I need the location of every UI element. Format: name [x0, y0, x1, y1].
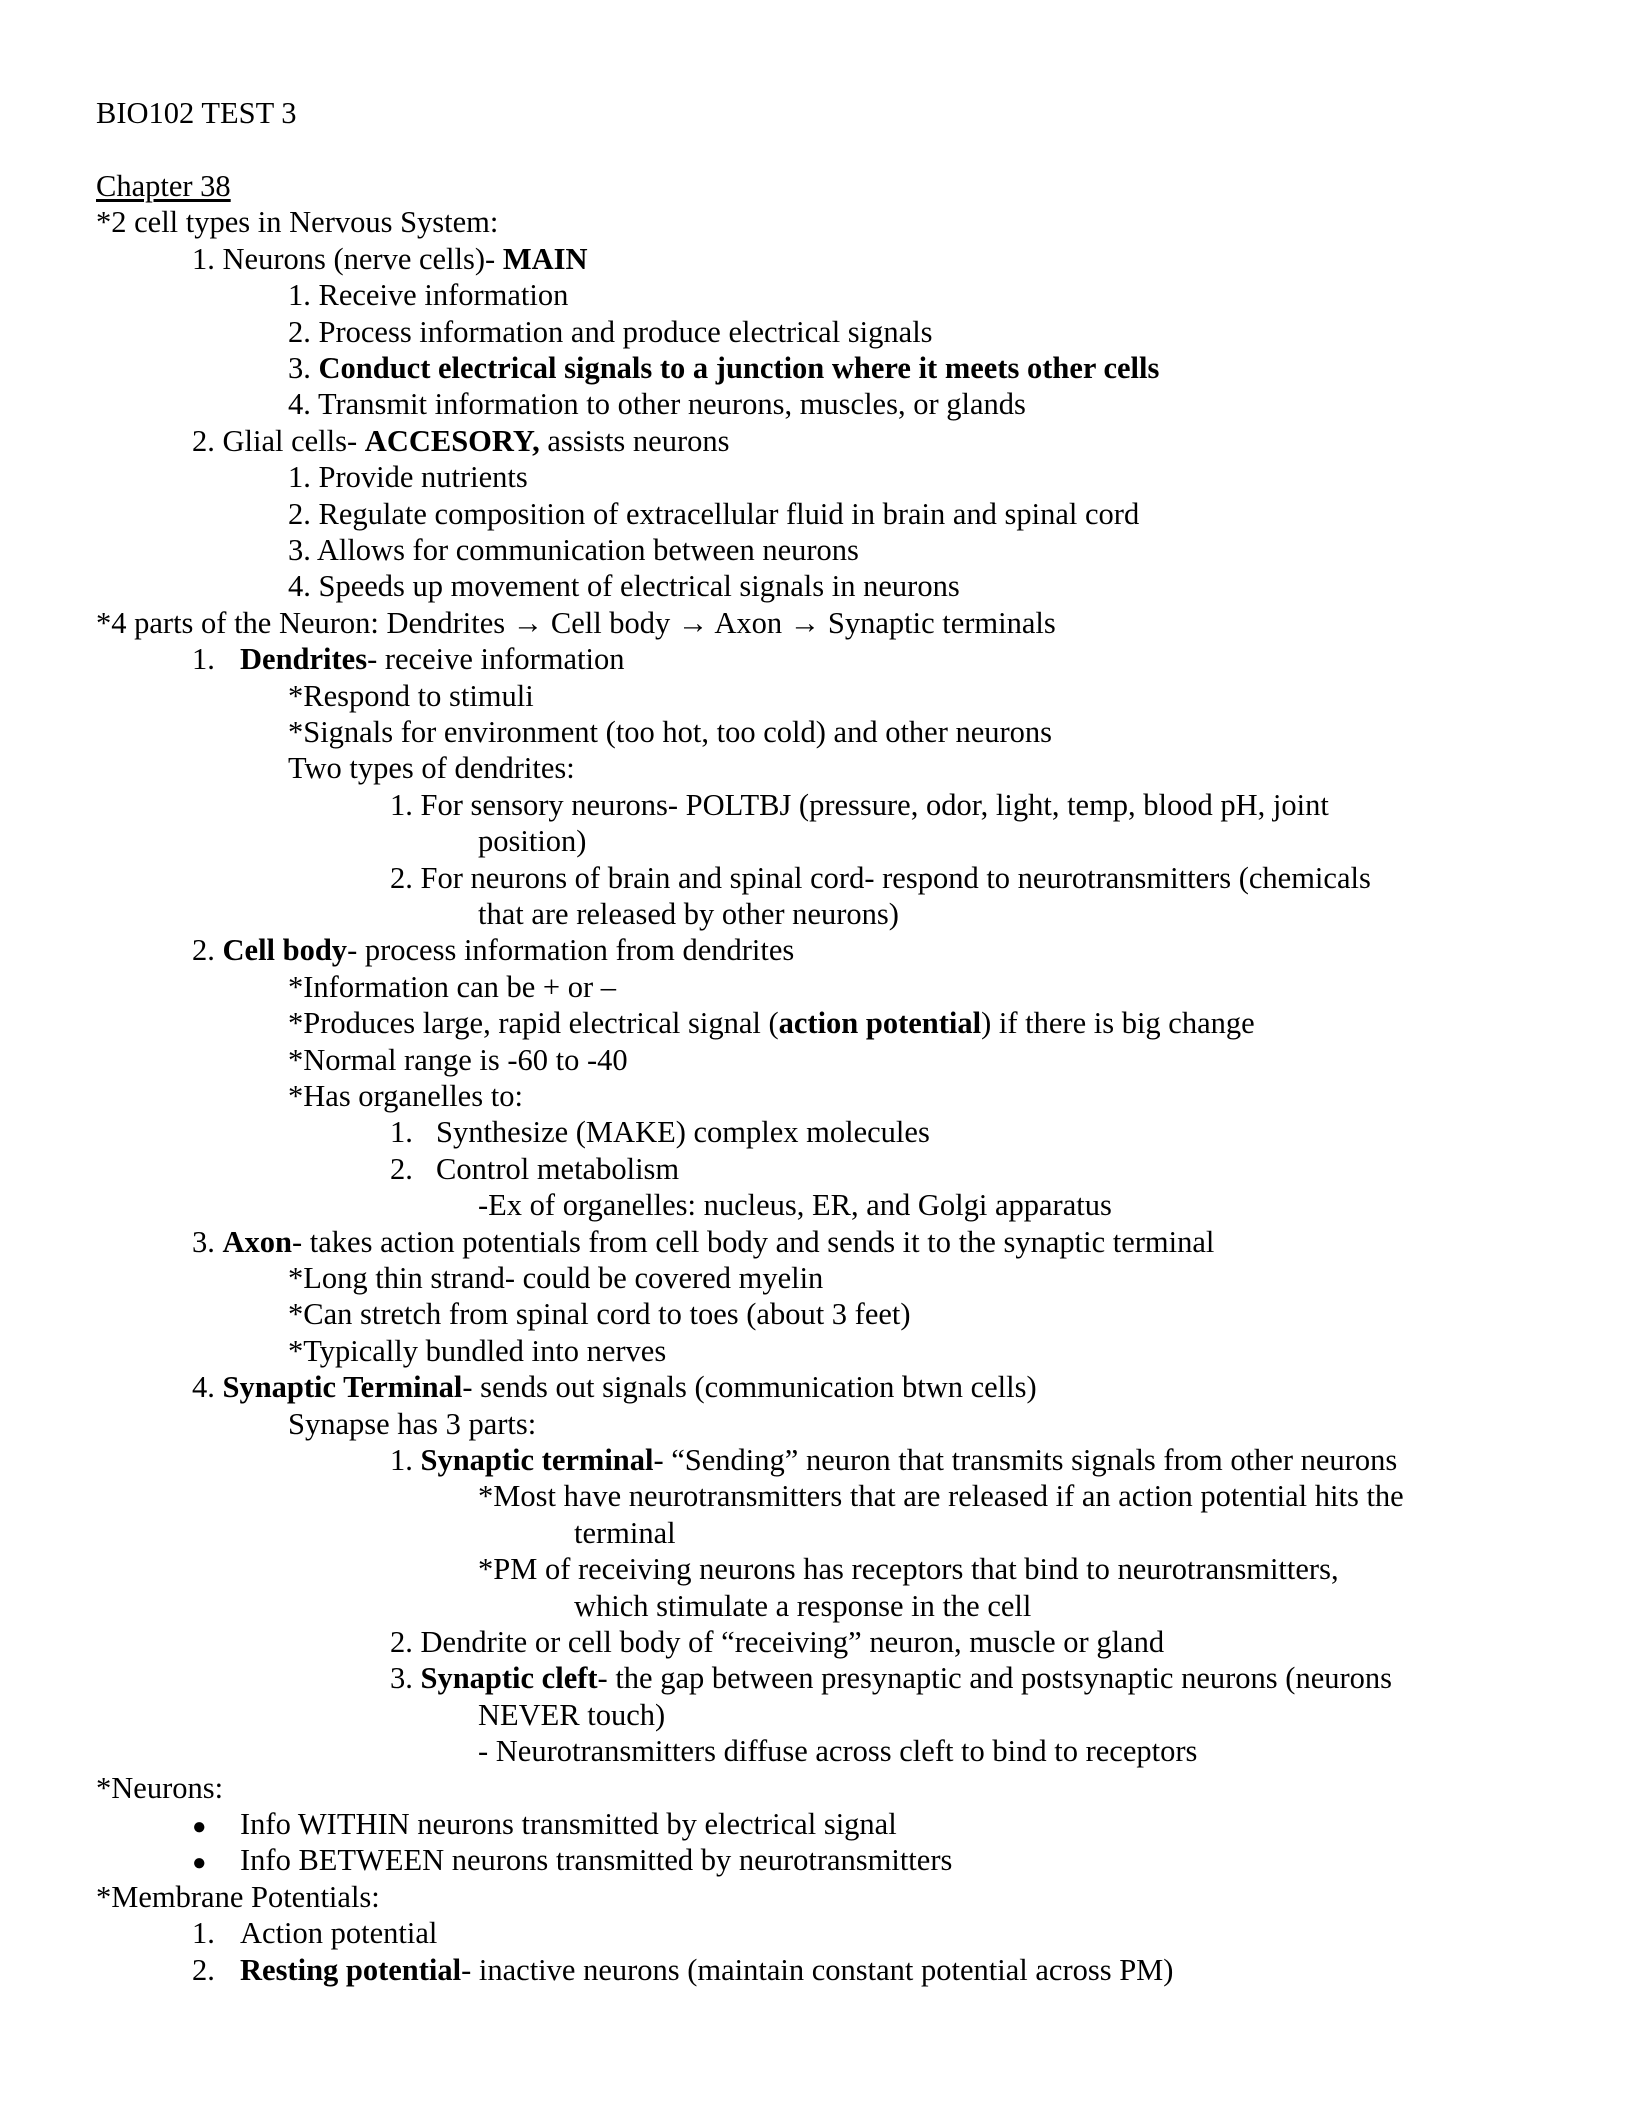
synapse-part-item: 1. Synaptic terminal- “Sending” neuron that transmits signals from other neurons: [390, 1443, 1398, 1477]
neurons-summary-heading: *Neurons:: [96, 1771, 224, 1805]
glial-function-item: 2. Regulate composition of extracellular fluid in brain and spinal cord: [288, 497, 1140, 531]
synapse-part-note: - Neurotransmitters diffuse across cleft to bind to receptors: [478, 1734, 1198, 1768]
dendrite-type-continuation: position): [478, 824, 587, 858]
glial-cells-item: 2. Glial cells- ACCESORY, assists neurons: [192, 424, 730, 458]
synapse-part-continuation: NEVER touch): [478, 1698, 666, 1732]
bullet-icon: ●: [192, 1850, 207, 1876]
glial-function-item: 4. Speeds up movement of electrical signals in neurons: [288, 569, 960, 603]
dendrite-type-item: 2. For neurons of brain and spinal cord- respond to neurotransmitters (chemicals: [390, 861, 1371, 895]
axon-note: *Typically bundled into nerves: [288, 1334, 667, 1368]
cell-types-heading: *2 cell types in Nervous System:: [96, 205, 499, 239]
dendrites-note: *Respond to stimuli: [288, 679, 534, 713]
cell-body-note: *Information can be + or –: [288, 970, 617, 1004]
dendrites-types-heading: Two types of dendrites:: [288, 751, 575, 785]
cell-body-item: 2. Cell body- process information from dendrites: [192, 933, 795, 967]
glial-function-item: 1. Provide nutrients: [288, 460, 528, 494]
organelle-function-item: 1. Synthesize (MAKE) complex molecules: [390, 1115, 930, 1149]
dendrite-type-continuation: that are released by other neurons): [478, 897, 899, 931]
axon-note: *Can stretch from spinal cord to toes (about 3 feet): [288, 1297, 911, 1331]
axon-item: 3. Axon- takes action potentials from cell body and sends it to the synaptic terminal: [192, 1225, 1215, 1259]
dendrites-item: 1. Dendrites- receive information: [192, 642, 625, 676]
axon-note: *Long thin strand- could be covered myelin: [288, 1261, 824, 1295]
neurons-item: 1. Neurons (nerve cells)- MAIN: [192, 242, 588, 276]
neurons-summary-item: ● Info WITHIN neurons transmitted by electrical signal: [192, 1806, 897, 1845]
membrane-potential-item: 1. Action potential: [192, 1916, 438, 1950]
cell-body-note: *Normal range is -60 to -40: [288, 1043, 628, 1077]
organelle-function-item: 2. Control metabolism: [390, 1152, 680, 1186]
organelle-example: -Ex of organelles: nucleus, ER, and Golgi apparatus: [478, 1188, 1112, 1222]
neuron-function-item: 4. Transmit information to other neurons, muscles, or glands: [288, 387, 1026, 421]
neuron-parts-heading: *4 parts of the Neuron: Dendrites → Cell body → Axon → Synaptic terminals: [96, 606, 1056, 640]
membrane-potentials-heading: *Membrane Potentials:: [96, 1880, 380, 1914]
dendrite-type-item: 1. For sensory neurons- POLTBJ (pressure, odor, light, temp, blood pH, joint: [390, 788, 1329, 822]
synapse-parts-heading: Synapse has 3 parts:: [288, 1407, 537, 1441]
synapse-part-note-continuation: terminal: [574, 1516, 676, 1550]
synapse-part-item: 2. Dendrite or cell body of “receiving” neuron, muscle or gland: [390, 1625, 1165, 1659]
dendrites-note: *Signals for environment (too hot, too cold) and other neurons: [288, 715, 1053, 749]
membrane-potential-item: 2. Resting potential- inactive neurons (maintain constant potential across PM): [192, 1953, 1174, 1987]
neuron-function-item: 3. Conduct electrical signals to a junction where it meets other cells: [288, 351, 1160, 385]
neurons-summary-item: ● Info BETWEEN neurons transmitted by neurotransmitters: [192, 1842, 952, 1881]
chapter-heading: Chapter 38: [96, 169, 231, 203]
synapse-part-note: *Most have neurotransmitters that are released if an action potential hits the: [478, 1479, 1404, 1513]
synapse-part-note-continuation: which stimulate a response in the cell: [574, 1589, 1032, 1623]
document-title: BIO102 TEST 3: [96, 96, 297, 130]
neuron-function-item: 1. Receive information: [288, 278, 569, 312]
bullet-icon: ●: [192, 1814, 207, 1840]
cell-body-note: *Produces large, rapid electrical signal (action potential) if there is big change: [288, 1006, 1255, 1040]
glial-function-item: 3. Allows for communication between neurons: [288, 533, 859, 567]
synaptic-terminal-item: 4. Synaptic Terminal- sends out signals (communication btwn cells): [192, 1370, 1037, 1404]
synapse-part-item: 3. Synaptic cleft- the gap between presynaptic and postsynaptic neurons (neurons: [390, 1661, 1393, 1695]
neuron-function-item: 2. Process information and produce electrical signals: [288, 315, 933, 349]
synapse-part-note: *PM of receiving neurons has receptors that bind to neurotransmitters,: [478, 1552, 1339, 1586]
cell-body-note: *Has organelles to:: [288, 1079, 523, 1113]
